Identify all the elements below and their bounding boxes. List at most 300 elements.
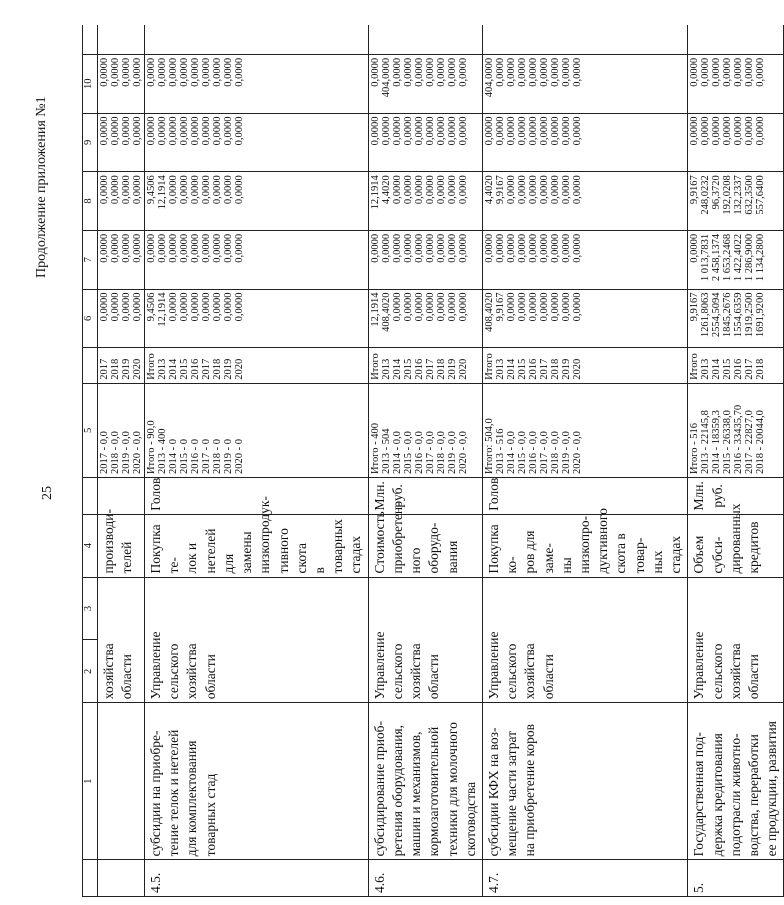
- amount: 0,0000: [234, 292, 245, 322]
- amount: 0,0000: [212, 175, 223, 205]
- year: 2019: [560, 358, 572, 380]
- target-value: Итого - 516: [689, 422, 701, 475]
- amount: 0,0000: [516, 175, 528, 205]
- empty-cell: [482, 25, 687, 54]
- table-body: [98, 25, 784, 897]
- amount: 0,0000: [168, 116, 179, 146]
- amount: 0,0000: [571, 233, 583, 263]
- target-value: 2017 - 22827,0: [744, 410, 756, 475]
- text-line: ны низкопро-: [558, 515, 593, 574]
- funding-c9: [145, 113, 369, 172]
- text-line: Управление: [371, 631, 387, 700]
- amount: 0,0000: [121, 57, 132, 87]
- amount: 0,0000: [110, 175, 121, 205]
- table-row: [145, 25, 369, 897]
- amount: 0,0000: [223, 292, 234, 322]
- amount: 0,0000: [234, 57, 245, 87]
- amount: 0,0000: [538, 175, 550, 205]
- year: 2016: [413, 358, 425, 380]
- amount: 192,0208: [722, 175, 734, 215]
- target-value: 2013 - 22145,8: [700, 410, 712, 475]
- text-line: тение телок и нетелей: [166, 729, 182, 857]
- amount: 0,0000: [201, 57, 212, 87]
- text-line: хозяйства: [727, 643, 743, 700]
- amount: 0,0000: [190, 57, 201, 87]
- amount: 0,0000: [212, 233, 223, 263]
- text-line: Млн.: [691, 481, 707, 511]
- year: 2020: [571, 358, 583, 380]
- amount: 0,0000: [99, 116, 110, 146]
- funding-c8: [688, 172, 784, 231]
- unit: [482, 478, 687, 515]
- text-line: области: [202, 654, 218, 700]
- text-line: ров для заме-: [522, 530, 556, 574]
- text-line: сельского: [709, 643, 725, 700]
- amount: 0,0000: [560, 233, 572, 263]
- funding-c9: [368, 113, 482, 172]
- funding-c6: [145, 289, 369, 348]
- amount: 0,0000: [391, 233, 403, 263]
- table-row: [98, 25, 145, 897]
- amount: 0,0000: [560, 116, 572, 146]
- target-values: [368, 383, 482, 477]
- indicator: [368, 502, 482, 577]
- header-cell: 10: [83, 54, 98, 113]
- amount: 0,0000: [168, 57, 179, 87]
- amount: 0,0000: [391, 57, 403, 87]
- amount: 4,4020: [380, 175, 392, 205]
- amount: 0,0000: [560, 57, 572, 87]
- amount: 0,0000: [413, 292, 425, 322]
- text-line: низкопродук-: [257, 496, 273, 574]
- amount: 0,0000: [494, 116, 506, 146]
- text-line: производи-: [101, 509, 116, 574]
- amount: 12,1914: [369, 175, 381, 210]
- years: [98, 348, 145, 384]
- funding-c7: [688, 230, 784, 289]
- target-value: 2014 - 0: [168, 439, 179, 475]
- amount: 0,0000: [380, 233, 392, 263]
- target-values: [482, 383, 687, 477]
- measure-name: [688, 703, 784, 860]
- funding-c7: [482, 230, 687, 289]
- text-line: Голов: [148, 477, 163, 511]
- text-line: Объем субси-: [691, 535, 725, 574]
- amount: 0,0000: [168, 175, 179, 205]
- header-cell: 5: [83, 383, 98, 477]
- amount: 9,9167: [494, 175, 506, 205]
- header-cell: [83, 478, 98, 515]
- amount: 0,0000: [201, 175, 212, 205]
- text-line: сельского: [166, 643, 182, 700]
- text-line: водства, переработки: [746, 734, 761, 857]
- text-line: Стоимость: [371, 511, 387, 574]
- indicator: [98, 509, 145, 577]
- target-value: 2015 - 0,0: [402, 431, 414, 475]
- amount: 0,0000: [538, 233, 550, 263]
- target-value: 2019 - 0: [223, 439, 234, 475]
- amount: 0,0000: [402, 233, 414, 263]
- text-line: телей: [119, 541, 135, 574]
- amount: 0,0000: [505, 116, 517, 146]
- target-value: 2016 - 33435,70: [733, 404, 745, 475]
- amount: 0,0000: [234, 233, 245, 263]
- text-line: ных стадах: [649, 535, 684, 574]
- funding-c7: [98, 230, 145, 289]
- year: 2015: [402, 358, 414, 380]
- amount: 0,0000: [744, 57, 756, 87]
- amount: 0,0000: [99, 233, 110, 263]
- amount: 0,0000: [234, 116, 245, 146]
- amount: 0,0000: [571, 175, 583, 205]
- text-line: хозяйства: [101, 643, 116, 700]
- text-line: для комплектования: [184, 740, 200, 857]
- text-line: Управление: [485, 631, 501, 700]
- executor: [98, 577, 145, 703]
- amount: 0,0000: [146, 233, 157, 263]
- text-line: руб.: [709, 484, 725, 508]
- funding-c7: [145, 230, 369, 289]
- amount: 0,0000: [549, 175, 561, 205]
- amount: 0,0000: [446, 116, 458, 146]
- amount: 0,0000: [733, 57, 745, 87]
- target-value: 2018 - 20044,0: [755, 410, 767, 475]
- year: 2014: [168, 358, 179, 380]
- amount: 0,0000: [446, 57, 458, 87]
- amount: 0,0000: [201, 116, 212, 146]
- target-value: 2015 - 0,0: [516, 431, 528, 475]
- year: 2018: [110, 358, 121, 380]
- target-value: 2016 - 0: [190, 439, 201, 475]
- amount: 0,0000: [391, 292, 403, 322]
- empty-cell: [145, 25, 369, 54]
- amount: 0,0000: [168, 292, 179, 322]
- amount: 0,0000: [689, 116, 701, 146]
- empty-cell: [98, 25, 145, 54]
- amount: 0,0000: [179, 175, 190, 205]
- text-line: лок и нетелей: [184, 528, 218, 574]
- amount: 0,0000: [457, 116, 469, 146]
- year: 2017: [99, 358, 110, 380]
- text-line: области: [746, 654, 761, 700]
- amount: 248,0232: [700, 175, 712, 215]
- amount: 0,0000: [700, 116, 712, 146]
- amount: 0,0000: [424, 292, 436, 322]
- amount: 0,0000: [435, 57, 447, 87]
- amount: 0,0000: [516, 233, 528, 263]
- amount: 0,0000: [560, 175, 572, 205]
- year: 2019: [446, 358, 458, 380]
- year: 2017: [201, 358, 212, 380]
- amount: 0,0000: [212, 57, 223, 87]
- amount: 0,0000: [132, 116, 143, 146]
- amount: 0,0000: [744, 116, 756, 146]
- row-number: 4.7.: [482, 860, 687, 897]
- amount: 1845,2676: [722, 292, 734, 338]
- header-cell: [83, 348, 98, 384]
- amount: 2 458,1374: [711, 233, 723, 282]
- text-line: области: [119, 654, 135, 700]
- executor: [368, 577, 482, 703]
- amount: 0,0000: [234, 175, 245, 205]
- amount: 2554,5094: [711, 292, 723, 338]
- amount: 557,6400: [755, 175, 767, 215]
- amount: 0,0000: [121, 175, 132, 205]
- amount: 9,9167: [689, 292, 701, 322]
- funding-c6: [482, 289, 687, 348]
- amount: 0,0000: [689, 57, 701, 87]
- text-line: стадах: [348, 535, 364, 574]
- years: [368, 348, 482, 384]
- header-cell: 9: [83, 113, 98, 172]
- amount: 404,0000: [380, 57, 392, 98]
- header-cell: 4: [83, 514, 98, 577]
- amount: 0,0000: [435, 233, 447, 263]
- amount: 0,0000: [457, 175, 469, 205]
- target-value: 2013 - 400: [157, 428, 168, 475]
- amount: 0,0000: [201, 233, 212, 263]
- funding-c6: [368, 289, 482, 348]
- text-line: Покупка те-: [148, 524, 182, 574]
- year: 2014: [711, 358, 723, 380]
- table-row: [368, 25, 482, 897]
- amount: 0,0000: [538, 57, 550, 87]
- year: 2019: [121, 358, 132, 380]
- funding-c8: [98, 172, 145, 231]
- amount: 0,0000: [549, 116, 561, 146]
- measure-name: [482, 703, 687, 860]
- target-value: 2020 - 0,0: [132, 431, 143, 475]
- amount: 0,0000: [494, 57, 506, 87]
- target-value: 2018 - 0,0: [110, 431, 121, 475]
- text-line: субсидии на приобре-: [148, 730, 163, 857]
- amount: 0,0000: [132, 175, 143, 205]
- year: 2013: [494, 358, 506, 380]
- year: 2015: [722, 358, 734, 380]
- target-value: 2016 - 0,0: [413, 431, 425, 475]
- amount: 0,0000: [505, 233, 517, 263]
- funding-c10: [482, 54, 687, 113]
- text-line: Млн.: [371, 481, 387, 511]
- amount: 1 422,4022: [733, 233, 745, 282]
- amount: 0,0000: [99, 292, 110, 322]
- amount: 0,0000: [457, 57, 469, 87]
- year: 2019: [223, 358, 234, 380]
- amount: 0,0000: [457, 292, 469, 322]
- years: [145, 348, 369, 384]
- target-value: 2017 - 0,0: [99, 431, 110, 475]
- year: 2013: [157, 358, 168, 380]
- appendix-continuation-title: Продолжение приложения №1: [34, 96, 49, 278]
- amount: 1691,9200: [755, 292, 767, 338]
- target-value: 2013 - 516: [494, 428, 506, 475]
- year: 2014: [505, 358, 517, 380]
- executor: [482, 577, 687, 703]
- year: 2018: [549, 358, 561, 380]
- amount: 0,0000: [755, 57, 767, 87]
- amount: 0,0000: [223, 116, 234, 146]
- header-cell: 7: [83, 230, 98, 289]
- amount: 0,0000: [190, 292, 201, 322]
- funding-c7: [368, 230, 482, 289]
- target-value: 2017 - 0,0: [538, 431, 550, 475]
- amount: 9,4506: [146, 292, 157, 322]
- target-value: 2017 - 0,0: [424, 431, 436, 475]
- amount: 0,0000: [424, 175, 436, 205]
- text-line: сельского: [504, 643, 520, 700]
- amount: 0,0000: [413, 116, 425, 146]
- amount: 0,0000: [190, 116, 201, 146]
- amount: 0,0000: [505, 175, 517, 205]
- amount: 0,0000: [369, 57, 381, 87]
- text-line: Управление: [148, 631, 163, 700]
- target-value: 2020 - 0,0: [457, 431, 469, 475]
- amount: 0,0000: [146, 57, 157, 87]
- year: 2018: [212, 358, 223, 380]
- amount: 0,0000: [402, 175, 414, 205]
- measure-name: [145, 703, 369, 860]
- amount: 0,0000: [413, 57, 425, 87]
- amount: 4,4020: [483, 175, 495, 205]
- text-line: субсидирование приоб-: [371, 720, 387, 857]
- amount: 0,0000: [132, 57, 143, 87]
- amount: 1 286,9000: [744, 233, 756, 282]
- amount: 1554,6359: [733, 292, 745, 338]
- year: 2017: [424, 358, 436, 380]
- amount: 0,0000: [538, 116, 550, 146]
- text-line: ее продукции, развития: [764, 721, 780, 857]
- row-number: 5.: [688, 860, 784, 897]
- amount: 0,0000: [700, 57, 712, 87]
- year: 2018: [755, 358, 767, 380]
- amount: 0,0000: [157, 57, 168, 87]
- text-line: хозяйства: [184, 643, 200, 700]
- text-line: скота в товар-: [613, 533, 647, 574]
- amount: 0,0000: [424, 233, 436, 263]
- year: 2013: [380, 358, 392, 380]
- measure-name: [368, 703, 482, 860]
- amount: 0,0000: [549, 57, 561, 87]
- text-line: субсидии КФХ на воз-: [485, 727, 501, 857]
- funding-c6: [688, 289, 784, 348]
- amount: 0,0000: [711, 57, 723, 87]
- text-line: для замены: [220, 531, 255, 574]
- year: 2020: [132, 358, 143, 380]
- amount: 0,0000: [121, 292, 132, 322]
- amount: 0,0000: [201, 292, 212, 322]
- target-value: 2015 - 26338,0: [722, 410, 734, 475]
- text-line: Голов: [485, 477, 501, 511]
- amount: 1 134,2800: [755, 233, 767, 282]
- year: Итого: [483, 353, 495, 380]
- indicator: [482, 508, 687, 577]
- amount: 0,0000: [560, 292, 572, 322]
- year: 2014: [391, 358, 403, 380]
- executor: [145, 577, 369, 703]
- text-line: Государственная под-: [691, 732, 707, 857]
- indicator: [145, 496, 369, 577]
- amount: 0,0000: [505, 57, 517, 87]
- amount: 408,4020: [380, 292, 392, 332]
- amount: 0,0000: [505, 292, 517, 322]
- amount: 0,0000: [549, 233, 561, 263]
- amount: 0,0000: [457, 233, 469, 263]
- text-line: области: [540, 654, 556, 700]
- empty-cell: [688, 25, 784, 54]
- measure-name: [98, 703, 145, 860]
- amount: 0,0000: [527, 175, 539, 205]
- text-line: дированных: [727, 503, 743, 574]
- text-line: области: [426, 654, 442, 700]
- target-value: Итого: 504,0: [483, 418, 495, 475]
- text-line: дуктивного: [595, 508, 611, 574]
- text-line: подотрасли животно-: [727, 733, 743, 857]
- text-line: техники для молочного: [444, 722, 460, 857]
- header-cell: [83, 860, 98, 897]
- amount: 0,0000: [571, 57, 583, 87]
- amount: 1 653,2468: [722, 233, 734, 282]
- text-line: на приобретение коров: [522, 723, 538, 857]
- amount: 0,0000: [722, 57, 734, 87]
- funding-c10: [98, 54, 145, 113]
- funding-c9: [688, 113, 784, 172]
- funding-c8: [145, 172, 369, 231]
- amount: 0,0000: [483, 233, 495, 263]
- text-line: товарных стад: [202, 773, 218, 857]
- text-line: в товарных: [311, 519, 346, 574]
- amount: 0,0000: [121, 233, 132, 263]
- amount: 0,0000: [571, 292, 583, 322]
- year: 2015: [179, 358, 190, 380]
- target-value: Итого - 400: [369, 422, 381, 475]
- header-cell: 6: [83, 289, 98, 348]
- text-line: приобретен-: [389, 502, 405, 574]
- target-value: 2014 - 0,0: [391, 431, 403, 475]
- amount: 9,4506: [146, 175, 157, 205]
- amount: 408,4020: [483, 292, 495, 332]
- target-values: [688, 383, 784, 477]
- target-value: 2018 - 0,0: [435, 431, 447, 475]
- year: 2017: [538, 358, 550, 380]
- amount: 0,0000: [733, 116, 745, 146]
- year: 2016: [190, 358, 201, 380]
- text-line: вания: [444, 540, 460, 574]
- amount: 0,0000: [516, 116, 528, 146]
- year: 2017: [744, 358, 756, 380]
- target-value: 2020 - 0: [234, 439, 245, 475]
- amount: 0,0000: [689, 233, 701, 263]
- funding-c10: [688, 54, 784, 113]
- amount: 0,0000: [571, 116, 583, 146]
- funding-c10: [368, 54, 482, 113]
- amount: 0,0000: [179, 116, 190, 146]
- amount: 0,0000: [391, 116, 403, 146]
- amount: 0,0000: [435, 116, 447, 146]
- year: 2020: [457, 358, 469, 380]
- amount: 0,0000: [722, 116, 734, 146]
- amount: 0,0000: [538, 292, 550, 322]
- amount: 0,0000: [110, 57, 121, 87]
- text-line: ного оборудо-: [408, 522, 442, 574]
- row-number: [98, 860, 145, 897]
- header-cell: 2: [83, 640, 98, 703]
- indicator: [688, 503, 784, 577]
- target-value: 2015 - 0: [179, 439, 190, 475]
- amount: 0,0000: [483, 116, 495, 146]
- amount: 0,0000: [402, 292, 414, 322]
- appendix-table: [82, 25, 784, 897]
- amount: 0,0000: [402, 116, 414, 146]
